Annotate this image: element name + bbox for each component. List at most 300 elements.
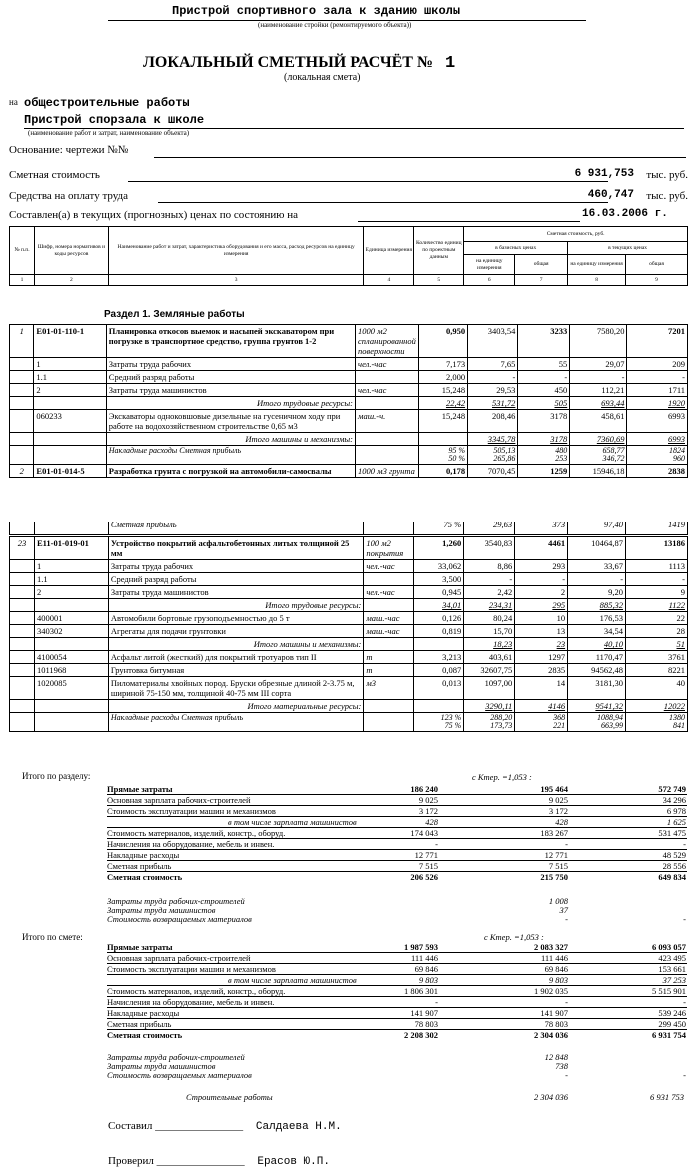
row-base-unit: 3403,54	[468, 325, 518, 358]
row-qty: 0,126	[414, 612, 464, 625]
row-base-total: 1297	[515, 651, 568, 664]
table-row	[10, 664, 688, 677]
table-row	[10, 625, 688, 638]
total-row-line	[107, 860, 687, 861]
block2-table	[9, 536, 688, 732]
signature-compiled	[108, 1120, 342, 1133]
row-current-unit: 40,10	[568, 638, 626, 651]
doc-title-text: ЛОКАЛЬНЫЙ СМЕТНЫЙ РАСЧЁТ №	[143, 54, 434, 71]
row-current-unit: 1170,47	[568, 651, 626, 664]
row-base-unit: 18,23	[464, 638, 515, 651]
block2-container	[9, 536, 688, 769]
hdr-col-num: № п.п.	[10, 227, 35, 275]
grand-totals	[0, 942, 694, 1042]
row-unit	[364, 700, 414, 713]
total-base-direct: -	[435, 997, 438, 1007]
row-code: 2	[34, 384, 106, 397]
row-code: 1020085	[34, 677, 108, 700]
extra-label: Стоимость возвращаемых материалов	[107, 914, 252, 924]
row-current-unit: 7360,69	[570, 433, 627, 446]
total-base: -	[565, 997, 568, 1007]
section-total-label: Итого по разделу:	[22, 771, 91, 781]
row-base-total: 295	[515, 599, 568, 612]
row-name: Устройство покрытий асфальтобетонных литых толщиной 25 мм	[108, 537, 364, 560]
row-qty: 95 % 50 %	[418, 446, 467, 465]
row-current-total: 12022	[626, 700, 688, 713]
cut-cell	[364, 522, 414, 535]
row-code: 060233	[34, 410, 106, 433]
estimate-cost-label: Сметная стоимость	[9, 169, 100, 181]
row-current-unit: 693,44	[570, 397, 627, 410]
row-num	[10, 560, 35, 573]
total-current: 6 978	[666, 806, 686, 816]
signature-checked-role: Проверил	[108, 1155, 154, 1167]
total-base: 9 803	[548, 975, 568, 985]
row-base-total: -	[518, 371, 570, 384]
row-name: Итого трудовые ресурсы:	[108, 599, 364, 612]
extra-c: -	[683, 1070, 686, 1080]
estimate-table-header	[9, 226, 688, 286]
row-code	[34, 433, 106, 446]
row-unit: маш.-ч.	[356, 410, 419, 433]
row-name: Затраты труда машинистов	[106, 384, 355, 397]
row-num	[10, 713, 35, 732]
row-qty: 2,000	[418, 371, 467, 384]
total-label: Начисления на оборудование, мебель и инвен.	[107, 997, 275, 1007]
total-base: 69 846	[544, 964, 568, 974]
row-base-total: 368 221	[515, 713, 568, 732]
row-qty: 33,062	[414, 560, 464, 573]
hdr-col-cost: Сметная стоимость, руб.	[464, 227, 688, 242]
doc-number: 1	[445, 54, 456, 73]
hdr-col-qty: Количество единиц по проектным данным	[414, 227, 464, 275]
row-base-unit: 7,65	[468, 358, 518, 371]
row-code	[34, 713, 108, 732]
row-code: Е11-01-019-01	[34, 537, 108, 560]
row-name: Агрегаты для подачи грунтовки	[108, 625, 364, 638]
row-num	[10, 638, 35, 651]
row-qty: 0,178	[418, 465, 467, 478]
row-name: Асфальт литой (жесткий) для покрытий тротуаров тип II	[108, 651, 364, 664]
row-name: Итого материальные ресурсы:	[108, 700, 364, 713]
row-current-total: 22	[626, 612, 688, 625]
grand-total-label: Итого по смете:	[22, 932, 83, 942]
cut-cell: 29,63	[464, 522, 515, 535]
table-row	[10, 573, 688, 586]
total-current: 34 296	[662, 795, 686, 805]
row-name: Итого трудовые ресурсы:	[106, 397, 355, 410]
table-row	[10, 700, 688, 713]
row-base-unit: -	[464, 573, 515, 586]
row-name: Грунтовка битумная	[108, 664, 364, 677]
row-current-total: 1824 960	[627, 446, 688, 465]
table-row	[10, 638, 688, 651]
row-current-total: 9	[626, 586, 688, 599]
signature-compiled-line: ________________	[155, 1120, 244, 1132]
row-unit: чел.-час	[364, 560, 414, 573]
table-row	[10, 446, 688, 465]
extra-label: Затраты труда рабочих-строителей	[107, 896, 245, 906]
estimate-cost-underline	[128, 181, 608, 182]
row-current-total: 6993	[627, 433, 688, 446]
total-base-direct: 78 803	[414, 1019, 438, 1029]
signature-checked	[108, 1155, 330, 1168]
row-num	[10, 371, 34, 384]
extra-b: 1 008	[548, 896, 568, 906]
total-base: 195 464	[540, 784, 568, 794]
total-base: 183 267	[540, 828, 568, 838]
row-unit: 100 м2 покрытия	[364, 537, 414, 560]
row-num: 2	[10, 465, 34, 478]
row-num	[10, 664, 35, 677]
row-unit: чел.-час	[356, 358, 419, 371]
labor-cost-unit: тыс. руб.	[646, 190, 688, 202]
row-qty: 7,173	[418, 358, 467, 371]
object-title: Пристрой спортивного зала к зданию школы	[172, 4, 461, 18]
signature-compiled-name: Салдаева Н.М.	[255, 1121, 342, 1133]
total-row-line	[107, 1029, 687, 1030]
total-current: 531 475	[658, 828, 686, 838]
row-num	[10, 433, 34, 446]
total-current: -	[683, 839, 686, 849]
total-base-direct: 7 515	[418, 861, 438, 871]
total-current: 48 529	[662, 850, 686, 860]
total-current: 299 450	[658, 1019, 686, 1029]
row-current-total: 13186	[626, 537, 688, 560]
row-code: Е01-01-014-5	[34, 465, 106, 478]
row-qty: 15,248	[418, 410, 467, 433]
row-unit	[356, 371, 419, 384]
total-row-line	[107, 849, 687, 850]
row-name: Пиломатериалы хвойных пород. Бруски обрезные длиной 2-3.75 м, шириной 75-150 мм, толщиной 40-75 мм III сорта	[108, 677, 364, 700]
row-code: 340302	[34, 625, 108, 638]
row-num: 1	[10, 325, 34, 358]
row-num	[10, 410, 34, 433]
row-name: Затраты труда машинистов	[108, 586, 364, 599]
row-current-unit: 15946,18	[570, 465, 627, 478]
basis: Основание: чертежи №№	[9, 144, 129, 156]
hdr-num-7: 7	[515, 275, 568, 286]
row-code: 1.1	[34, 573, 108, 586]
row-unit: 1000 м3 грунта	[356, 465, 419, 478]
row-num	[10, 625, 35, 638]
row-unit: маш.-час	[364, 625, 414, 638]
row-base-unit: 32607,75	[464, 664, 515, 677]
row-code	[34, 446, 106, 465]
row-current-unit: 9,20	[568, 586, 626, 599]
hdr-base-prices: в базисных ценах	[464, 242, 568, 255]
total-current: 6 093 057	[652, 942, 686, 952]
extra-label: Затраты труда машинистов	[107, 1061, 216, 1071]
cut-cell: Сметная прибыль	[108, 522, 364, 535]
row-base-total: 293	[515, 560, 568, 573]
labor-cost-underline	[158, 202, 608, 203]
row-base-unit: 29,53	[468, 384, 518, 397]
table-row	[10, 677, 688, 700]
hdr-num-1: 1	[10, 275, 35, 286]
total-label: Сметная стоимость	[107, 872, 183, 882]
row-base-total: 505	[518, 397, 570, 410]
estimate-cost-unit: тыс. руб.	[646, 169, 688, 181]
row-qty	[414, 700, 464, 713]
hdr-total-current: общая	[626, 255, 688, 275]
row-unit: 1000 м2 спланированной поверхности	[356, 325, 419, 358]
row-current-total: 1122	[626, 599, 688, 612]
labor-cost-value: 460,747	[587, 189, 634, 201]
row-num	[10, 599, 35, 612]
row-name: Средний разряд работы	[106, 371, 355, 384]
cut-cell	[34, 522, 108, 535]
row-base-total: 480 253	[518, 446, 570, 465]
total-label: в том числе зарплата машинистов	[228, 817, 357, 827]
table-row	[10, 465, 688, 478]
table-row	[10, 651, 688, 664]
cut-row-container	[9, 522, 688, 535]
total-row-line	[107, 1018, 687, 1019]
construction-current: 6 931 753	[650, 1092, 684, 1102]
total-label: в том числе зарплата машинистов	[228, 975, 357, 985]
total-label: Основная зарплата рабочих-строителей	[107, 795, 251, 805]
row-current-unit: -	[570, 371, 627, 384]
row-name: Разработка грунта с погрузкой на автомобили-самосвалы	[106, 465, 355, 478]
row-base-unit: 7070,45	[468, 465, 518, 478]
total-base: 1 902 035	[534, 986, 568, 996]
work-type: общестроительные работы	[24, 96, 190, 110]
total-row-line	[107, 974, 687, 975]
row-name: Итого машины и механизмы:	[106, 433, 355, 446]
row-current-total: 3761	[626, 651, 688, 664]
construction-label: Строительные работы	[186, 1092, 273, 1102]
table-row	[10, 713, 688, 732]
total-current: 5 515 901	[652, 986, 686, 996]
cut-cell: 373	[515, 522, 568, 535]
row-current-unit: -	[568, 573, 626, 586]
row-name: Средний разряд работы	[108, 573, 364, 586]
row-base-unit: 15,70	[464, 625, 515, 638]
extra-b: 12 848	[544, 1052, 568, 1062]
cut-cell	[10, 522, 35, 535]
row-name: Планировка откосов выемок и насыпей экскаватором при погрузке в транспортное средство, группа грунтов 1-2	[106, 325, 355, 358]
row-current-total: 209	[627, 358, 688, 371]
extra-b: -	[565, 914, 568, 924]
row-current-total: 8221	[626, 664, 688, 677]
row-qty: 0,819	[414, 625, 464, 638]
total-base-direct: 12 771	[414, 850, 438, 860]
row-base-unit: 2,42	[464, 586, 515, 599]
total-base: 78 803	[544, 1019, 568, 1029]
row-base-unit: 3540,83	[464, 537, 515, 560]
total-current: 37 253	[662, 975, 686, 985]
hdr-num-4: 4	[364, 275, 414, 286]
hdr-total-base: общая	[515, 255, 568, 275]
row-current-unit: 34,54	[568, 625, 626, 638]
row-qty: 0,950	[418, 325, 467, 358]
total-current: 1 625	[666, 817, 686, 827]
table-row	[10, 560, 688, 573]
row-base-unit: 8,86	[464, 560, 515, 573]
row-name: Автомобили бортовые грузоподъемностью до 5 т	[108, 612, 364, 625]
total-base-direct: 2 208 302	[404, 1030, 438, 1040]
row-base-total: 14	[515, 677, 568, 700]
row-code: 1011968	[34, 664, 108, 677]
row-qty	[414, 638, 464, 651]
row-current-unit: 885,32	[568, 599, 626, 612]
row-current-unit: 33,67	[568, 560, 626, 573]
total-base: 7 515	[548, 861, 568, 871]
total-base: 2 083 327	[534, 942, 568, 952]
hdr-num-3: 3	[108, 275, 364, 286]
total-current: 572 749	[658, 784, 686, 794]
row-name: Экскаваторы одноковшовые дизельные на гусеничном ходу при работе на водохозяйственном строительстве 0,65 м3	[106, 410, 355, 433]
row-current-unit: 9541,32	[568, 700, 626, 713]
estimate-cost-value: 6 931,753	[574, 168, 634, 180]
total-base: 215 750	[540, 872, 568, 882]
total-base-direct: 3 172	[418, 806, 438, 816]
row-current-unit: 112,21	[570, 384, 627, 397]
row-base-total: 23	[515, 638, 568, 651]
row-num	[10, 397, 34, 410]
row-current-total: 28	[626, 625, 688, 638]
row-num	[10, 677, 35, 700]
total-label: Стоимость эксплуатации машин и механизмов	[107, 964, 276, 974]
row-qty: 3,213	[414, 651, 464, 664]
signature-compiled-role: Составил	[108, 1120, 153, 1132]
row-base-total: 4146	[515, 700, 568, 713]
total-base: 9 025	[548, 795, 568, 805]
total-base-direct: 9 025	[418, 795, 438, 805]
compiled-label: Составлен(а) в текущих (прогнозных) ценах по состоянию на	[9, 209, 298, 221]
row-base-total: 4461	[515, 537, 568, 560]
grand-coef: с Ктер. =1,053 :	[484, 932, 544, 942]
signature-checked-line: ________________	[156, 1155, 245, 1167]
row-num	[10, 446, 34, 465]
row-base-unit: 505,13 265,86	[468, 446, 518, 465]
table-row	[10, 612, 688, 625]
row-current-total: 6993	[627, 410, 688, 433]
row-qty: 0,087	[414, 664, 464, 677]
total-row-line	[107, 816, 687, 817]
row-current-total: 51	[626, 638, 688, 651]
row-base-unit: -	[468, 371, 518, 384]
row-name: Затраты труда рабочих	[108, 560, 364, 573]
construction-base: 2 304 036	[534, 1092, 568, 1102]
table-row	[10, 537, 688, 560]
total-label: Накладные расходы	[107, 1008, 180, 1018]
total-base: -	[565, 839, 568, 849]
total-base: 12 771	[544, 850, 568, 860]
basis-underline	[154, 157, 686, 158]
extra-label: Стоимость возвращаемых материалов	[107, 1070, 252, 1080]
row-num: 23	[10, 537, 35, 560]
section-totals	[0, 784, 694, 884]
table-row	[10, 397, 688, 410]
hdr-num-5: 5	[414, 275, 464, 286]
row-num	[10, 358, 34, 371]
row-current-total: -	[626, 573, 688, 586]
total-current: 649 834	[658, 872, 686, 882]
table-row	[10, 433, 688, 446]
row-current-total: 1113	[626, 560, 688, 573]
row-qty: 0,945	[414, 586, 464, 599]
total-current: 28 556	[662, 861, 686, 871]
total-current: 153 661	[658, 964, 686, 974]
row-unit: т	[364, 651, 414, 664]
row-base-total: -	[515, 573, 568, 586]
hdr-num-9: 9	[626, 275, 688, 286]
block1-container	[9, 324, 688, 510]
total-base-direct: 428	[425, 817, 438, 827]
row-base-total: 3233	[518, 325, 570, 358]
total-base: 3 172	[548, 806, 568, 816]
row-current-total: -	[627, 371, 688, 384]
total-label: Стоимость материалов, изделий, констр., оборуд.	[107, 828, 286, 838]
row-base-unit: 1097,00	[464, 677, 515, 700]
row-name: Итого машины и механизмы:	[108, 638, 364, 651]
section-coef: с Ктер. =1,053 :	[472, 772, 532, 782]
row-base-total: 1259	[518, 465, 570, 478]
compiled-underline	[358, 221, 580, 222]
hdr-col-code: Шифр, номера нормативов и коды ресурсов	[34, 227, 108, 275]
row-base-unit: 80,24	[464, 612, 515, 625]
total-base-direct: 174 043	[410, 828, 438, 838]
row-qty: 123 % 75 %	[414, 713, 464, 732]
row-name: Накладные расходы Сметная прибыль	[108, 713, 364, 732]
row-base-total: 3178	[518, 433, 570, 446]
extra-c: -	[683, 914, 686, 924]
extra-b: -	[565, 1070, 568, 1080]
cut-cell: 97,40	[568, 522, 626, 535]
total-label: Сметная прибыль	[107, 861, 172, 871]
row-base-unit: 531,72	[468, 397, 518, 410]
total-base-direct: 69 846	[414, 964, 438, 974]
total-base-direct: 141 907	[410, 1008, 438, 1018]
row-code	[34, 638, 108, 651]
row-base-unit: 234,31	[464, 599, 515, 612]
row-code: 2	[34, 586, 108, 599]
row-name: Накладные расходы Сметная прибыль	[106, 446, 355, 465]
row-current-unit: 7580,20	[570, 325, 627, 358]
row-current-unit: 3181,30	[568, 677, 626, 700]
total-base-direct: 111 446	[411, 953, 438, 963]
hdr-unit-base: на единицу измерения	[464, 255, 515, 275]
table-row	[10, 410, 688, 433]
row-base-total: 2835	[515, 664, 568, 677]
row-current-total: 40	[626, 677, 688, 700]
row-unit	[364, 638, 414, 651]
row-base-total: 55	[518, 358, 570, 371]
extra-b: 37	[559, 905, 568, 915]
doc-subtitle: (локальная смета)	[284, 72, 361, 83]
row-code: 400001	[34, 612, 108, 625]
hdr-col-unit: Единица измерения	[364, 227, 414, 275]
total-base-direct: 9 803	[418, 975, 438, 985]
hdr-num-8: 8	[568, 275, 626, 286]
row-current-unit: 29,07	[570, 358, 627, 371]
row-unit: чел.-час	[356, 384, 419, 397]
row-qty	[418, 433, 467, 446]
row-qty: 34,01	[414, 599, 464, 612]
row-qty: 0,013	[414, 677, 464, 700]
block1-table	[9, 324, 688, 478]
total-current: -	[683, 997, 686, 1007]
extra-b: 738	[555, 1061, 568, 1071]
compiled-date: 16.03.2006 г.	[582, 208, 668, 220]
row-base-unit: 208,46	[468, 410, 518, 433]
table-row	[10, 384, 688, 397]
row-current-unit: 458,61	[570, 410, 627, 433]
row-base-unit: 3290,11	[464, 700, 515, 713]
total-label: Начисления на оборудование, мебель и инвен.	[107, 839, 275, 849]
